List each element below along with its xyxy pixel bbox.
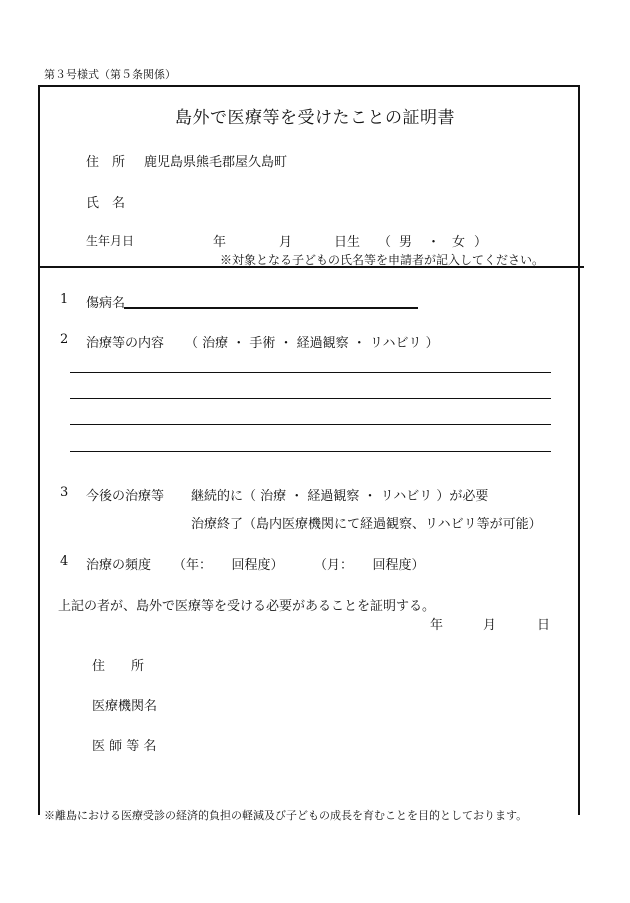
gender-male: 男 xyxy=(399,235,413,250)
treatment-write-line-3 xyxy=(70,424,551,425)
footer-note: ※離島における医療受診の経済的負担の軽減及び子どもの成長を育むことを目的としております。 xyxy=(44,809,528,822)
treatment-write-line-2 xyxy=(70,398,551,399)
birth-month-label: 月 xyxy=(279,235,293,250)
gender-separator: ・ xyxy=(427,235,441,250)
item-2-number: 2 xyxy=(60,332,69,347)
item-1-number: 1 xyxy=(60,292,69,307)
birth-date-label: 生年月日 xyxy=(86,234,135,248)
form-number: 第３号様式（第５条関係） xyxy=(44,68,176,81)
cert-year-label: 年 xyxy=(430,618,444,633)
birth-year-label: 年 xyxy=(213,235,227,250)
patient-note: ※対象となる子どもの氏名等を申請者が記入してください。 xyxy=(220,253,545,267)
name-label: 氏 名 xyxy=(86,196,126,211)
medical-institution-label: 医療機関名 xyxy=(92,699,158,714)
item-4-number: 4 xyxy=(60,554,69,569)
cert-month-label: 月 xyxy=(483,618,497,633)
treatment-write-line-1 xyxy=(70,372,551,373)
item-3-number: 3 xyxy=(60,485,69,500)
item-2-options: （ 治療 ・ 手術 ・ 経過観察 ・ リハビリ ） xyxy=(185,336,439,351)
item-4-per-year: （年： 回程度） xyxy=(173,558,284,573)
gender-close-paren: ） xyxy=(474,235,488,250)
item-1-label: 傷病名 xyxy=(86,296,126,311)
doctor-name-label: 医 師 等 名 xyxy=(92,739,157,754)
item-4-label: 治療の頻度 xyxy=(86,558,152,573)
certification-statement: 上記の者が、島外で医療等を受ける必要があることを証明する。 xyxy=(58,599,436,614)
document-title: 島外で医療等を受けたことの証明書 xyxy=(175,108,455,128)
gender-female: 女 xyxy=(452,235,466,250)
item-3-end-option: 治療終了（島内医療機関にて経過観察、リハビリ等が可能） xyxy=(191,517,542,532)
cert-day-label: 日 xyxy=(537,618,551,633)
item-3-continue-option: 継続的に（ 治療 ・ 経過観察 ・ リハビリ ）が必要 xyxy=(191,489,489,504)
treatment-write-line-4 xyxy=(70,451,551,452)
diagnosis-write-line xyxy=(124,307,418,309)
item-2-label: 治療等の内容 xyxy=(86,336,165,351)
physician-address-label: 住 所 xyxy=(92,659,145,674)
item-3-label: 今後の治療等 xyxy=(86,489,165,504)
address-label: 住 所 xyxy=(86,155,126,170)
address-value: 鹿児島県熊毛郡屋久島町 xyxy=(144,155,288,170)
gender-open-paren: （ xyxy=(378,235,392,250)
birth-day-label: 日生 xyxy=(334,235,361,250)
item-4-per-month: （月： 回程度） xyxy=(314,558,425,573)
